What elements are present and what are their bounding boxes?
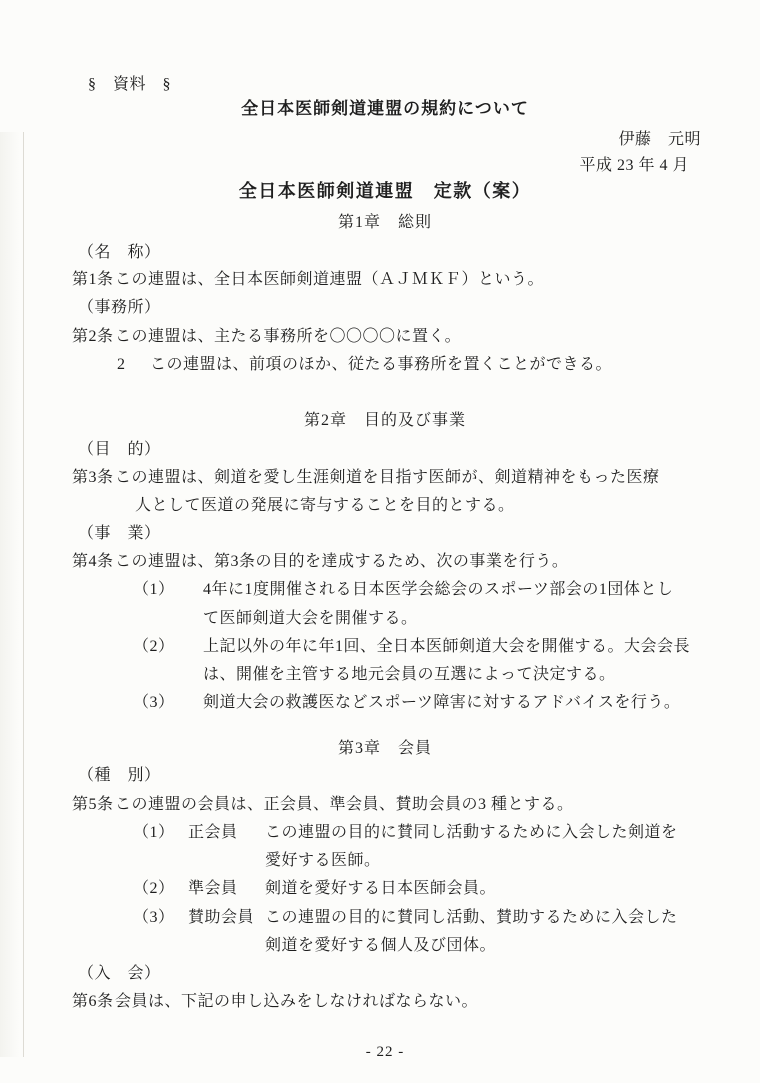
- label-name: （名 称）: [78, 244, 161, 261]
- article-4-item-1-line1: 4年に1度開催される日本医学会総会のスポーツ部会の1団体とし: [203, 581, 674, 598]
- label-office: （事務所）: [78, 299, 161, 316]
- statute-title: 全日本医師剣道連盟 定款（案）: [238, 181, 532, 201]
- section-mark: § 資料 §: [88, 76, 172, 93]
- article-4: [72, 551, 760, 573]
- author-name: 伊藤 元明: [618, 131, 701, 148]
- article-4-text: この連盟は、第3条の目的を達成するため、次の事業を行う。: [115, 553, 569, 570]
- label-type: （種 別）: [78, 767, 161, 784]
- article-2-paragraph-2-text: この連盟は、前項のほか、従たる事務所を置くことができる。: [150, 356, 613, 373]
- article-5-number: 第5条: [72, 796, 114, 813]
- article-4-item-2-line1: 上記以外の年に年1回、全日本医師剣道大会を開催する。大会会長: [203, 638, 691, 655]
- chapter-1-heading: 第1章 総則: [337, 214, 432, 231]
- article-5-member-1-line1: この連盟の目的に賛同し活動するために入会した剣道を: [265, 824, 678, 841]
- article-1-text: この連盟は、全日本医師剣道連盟（ＡＪＭＫＦ）という。: [115, 271, 545, 288]
- article-4-item-2-number: （2）: [133, 638, 175, 655]
- article-5-member-1-category: 正会員: [188, 824, 238, 841]
- article-3: [72, 467, 760, 489]
- article-5-member-2-number: （2）: [133, 880, 175, 897]
- article-4-item-1: [133, 579, 760, 601]
- article-5-member-1-number: （1）: [133, 824, 175, 841]
- page-number: - 22 -: [365, 1044, 405, 1060]
- article-6-number: 第6条: [72, 993, 114, 1010]
- article-5-member-2: [133, 878, 760, 900]
- article-2-paragraph-2: [117, 354, 760, 376]
- article-5: [72, 794, 760, 816]
- article-5-member-3: [133, 907, 760, 929]
- article-3-number: 第3条: [72, 469, 114, 486]
- article-1: [72, 269, 760, 291]
- document-date: 平成 23 年 4 月: [579, 157, 689, 174]
- chapter-2-heading: 第2章 目的及び事業: [303, 412, 466, 429]
- article-2-paragraph-2-number: 2: [117, 356, 126, 373]
- document-title: 全日本医師剣道連盟の規約について: [241, 99, 529, 118]
- article-5-member-1: [133, 822, 760, 844]
- article-5-text: この連盟の会員は、正会員、準会員、賛助会員の3 種とする。: [115, 796, 574, 813]
- article-6: [72, 991, 760, 1013]
- article-4-item-2: [133, 636, 760, 658]
- label-join: （入 会）: [78, 965, 161, 982]
- article-5-member-2-category: 準会員: [188, 880, 238, 897]
- article-3-text-line2: 人として医道の発展に寄与することを目的とする。: [135, 497, 515, 514]
- article-3-text-line1: この連盟は、剣道を愛し生涯剣道を目指す医師が、剣道精神をもった医療: [115, 469, 660, 486]
- article-2-text: この連盟は、主たる事務所を〇〇〇〇に置く。: [115, 328, 462, 345]
- article-4-number: 第4条: [72, 553, 114, 570]
- article-2-number: 第2条: [72, 328, 114, 345]
- article-2: [72, 326, 760, 348]
- article-5-member-3-category: 賛助会員: [188, 909, 255, 926]
- chapter-3-heading: 第3章 会員: [337, 740, 432, 757]
- scan-edge-artifact: [0, 132, 24, 1057]
- article-4-item-1-line2: て医師剣道大会を開催する。: [203, 610, 418, 627]
- article-5-member-2-text: 剣道を愛好する日本医師会員。: [265, 880, 497, 897]
- article-5-member-1-line2: 愛好する医師。: [265, 852, 381, 869]
- article-4-item-3: [133, 692, 760, 714]
- article-4-item-2-line2: は、開催を主管する地元会員の互選によって決定する。: [203, 666, 616, 683]
- article-5-member-3-line2: 剣道を愛好する個人及び団体。: [265, 937, 497, 954]
- article-4-item-3-number: （3）: [133, 694, 175, 711]
- label-purpose: （目 的）: [78, 441, 161, 458]
- article-4-item-1-number: （1）: [133, 581, 175, 598]
- label-business: （事 業）: [78, 525, 161, 542]
- article-4-item-3-text: 剣道大会の救護医などスポーツ障害に対するアドバイスを行う。: [203, 694, 681, 711]
- article-5-member-3-line1: この連盟の目的に賛同し活動、賛助するために入会した: [265, 909, 678, 926]
- article-5-member-3-number: （3）: [133, 909, 175, 926]
- article-6-text: 会員は、下記の申し込みをしなければならない。: [115, 993, 479, 1010]
- article-1-number: 第1条: [72, 271, 114, 288]
